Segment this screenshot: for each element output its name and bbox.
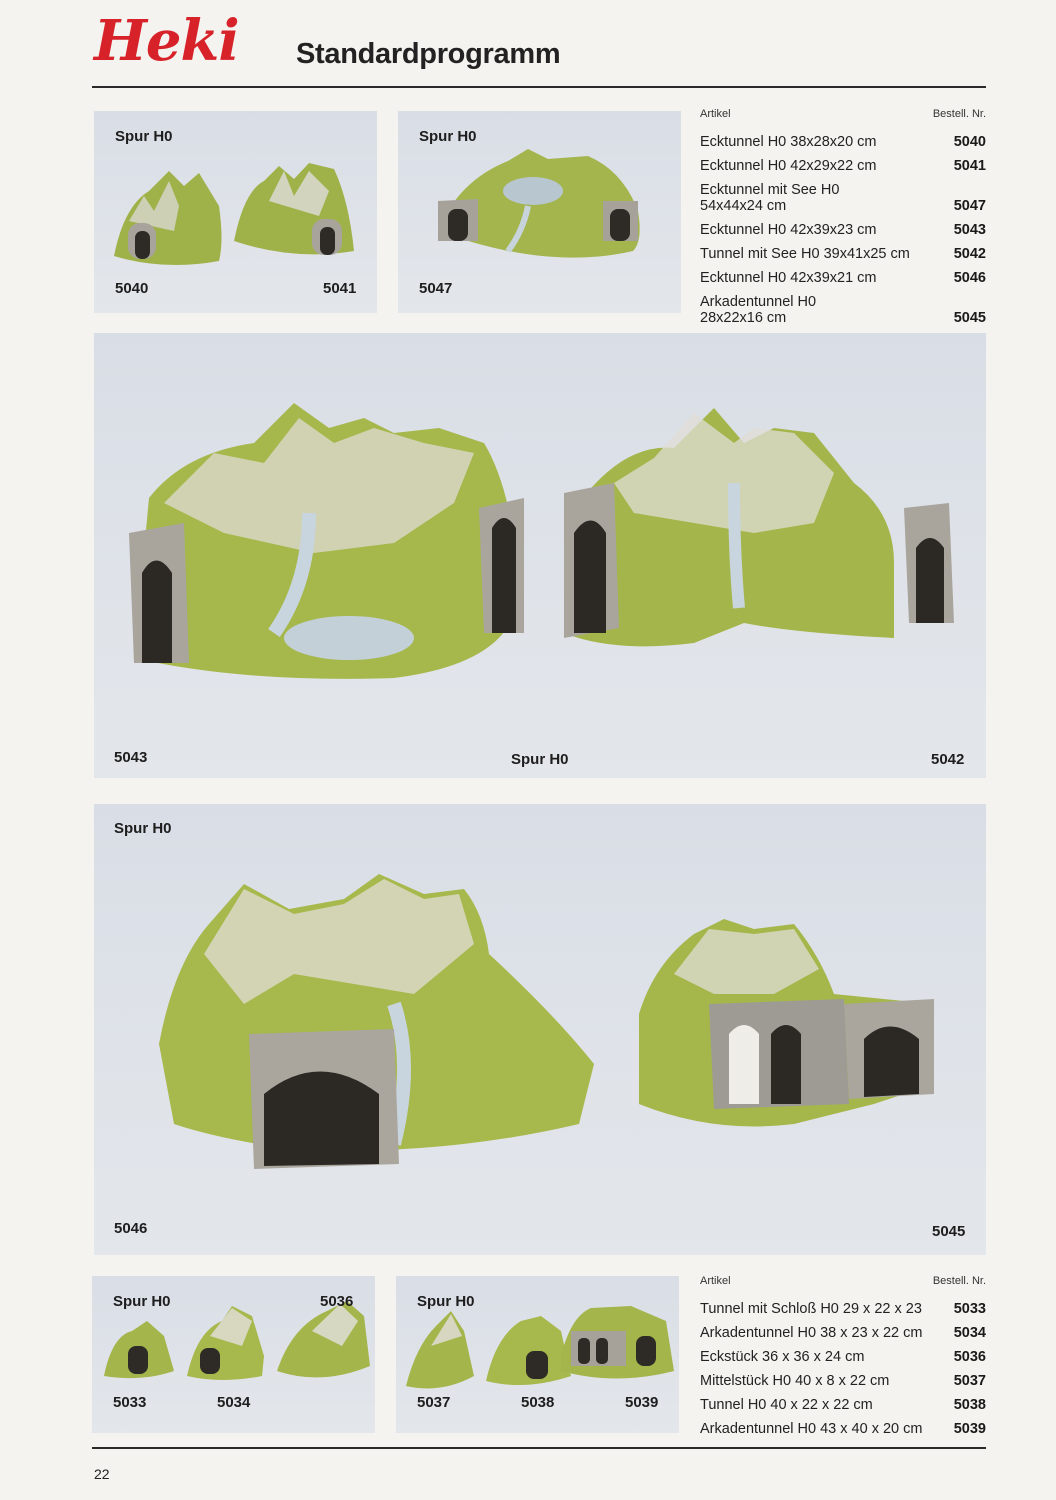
article-name: Ecktunnel H0 42x39x21 cm <box>700 270 877 286</box>
order-number: 5046 <box>953 270 986 286</box>
large-tunnel-models-illustration <box>94 333 986 778</box>
gauge-label: Spur H0 <box>114 820 172 837</box>
article-name: Ecktunnel H0 42x39x23 cm <box>700 222 877 238</box>
model-number-label: 5043 <box>114 749 148 766</box>
table-row <box>700 1341 986 1365</box>
gauge-label: Spur H0 <box>113 1293 171 1310</box>
article-name-line1: Arkadentunnel H0 <box>700 294 817 310</box>
photo-panel-5043-5042 <box>94 333 986 778</box>
article-name: Mittelstück H0 40 x 8 x 22 cm <box>700 1373 890 1389</box>
model-number-label: 5041 <box>323 280 357 297</box>
model-number-label: 5045 <box>932 1223 966 1240</box>
order-number: 5039 <box>953 1421 986 1437</box>
article-name: Arkadentunnel H0 43 x 40 x 20 cm <box>700 1421 923 1437</box>
article-table-bottom <box>700 1275 986 1437</box>
article-name: Arkadentunnel H0 38 x 23 x 22 cm <box>700 1325 923 1341</box>
footer-rule <box>92 1447 986 1449</box>
article-table-top <box>700 108 986 326</box>
table-row <box>700 1413 986 1437</box>
photo-panel-5046-5045 <box>94 804 986 1255</box>
heki-logo: Heki <box>94 8 239 74</box>
model-number-label: 5037 <box>417 1394 451 1411</box>
photo-panel-5037-5039 <box>396 1276 679 1433</box>
model-number-label: 5036 <box>320 1293 354 1310</box>
order-number: 5042 <box>953 246 986 262</box>
gauge-label: Spur H0 <box>511 751 569 768</box>
photo-panel-5047 <box>398 111 681 313</box>
order-number: 5037 <box>953 1373 986 1389</box>
model-number-label: 5038 <box>521 1394 555 1411</box>
table-row <box>700 286 986 326</box>
order-number: 5045 <box>953 310 986 326</box>
table-row <box>700 1293 986 1317</box>
page-number: 22 <box>94 1466 110 1482</box>
page-title: Standardprogramm <box>296 38 561 70</box>
article-name: Tunnel H0 40 x 22 x 22 cm <box>700 1397 873 1413</box>
column-header-order-number: Bestell. Nr. <box>932 108 986 120</box>
order-number: 5040 <box>953 134 986 150</box>
gauge-label: Spur H0 <box>419 128 477 145</box>
article-name: Ecktunnel H0 38x28x20 cm <box>700 134 877 150</box>
table-row <box>700 1365 986 1389</box>
photo-panel-5040-5041 <box>94 111 377 313</box>
article-name: Ecktunnel H0 42x29x22 cm <box>700 158 877 174</box>
gauge-label: Spur H0 <box>417 1293 475 1310</box>
model-number-label: 5042 <box>931 751 965 768</box>
large-tunnel-models-illustration <box>94 804 986 1255</box>
table-row <box>700 262 986 286</box>
model-number-label: 5047 <box>419 280 453 297</box>
article-name <box>700 294 816 326</box>
column-header-article: Artikel <box>700 1275 731 1287</box>
table-row <box>700 150 986 174</box>
order-number: 5038 <box>953 1397 986 1413</box>
article-name: Tunnel mit Schloß H0 29 x 22 x 23 <box>700 1301 922 1317</box>
article-name-line1: Ecktunnel mit See H0 <box>700 182 840 198</box>
article-name <box>700 182 839 214</box>
order-number: 5034 <box>953 1325 986 1341</box>
photo-panel-5033-5036 <box>92 1276 375 1433</box>
order-number: 5033 <box>953 1301 986 1317</box>
article-name-line2: 28x22x16 cm <box>700 310 787 326</box>
column-header-order-number: Bestell. Nr. <box>932 1275 986 1287</box>
model-number-label: 5040 <box>115 280 149 297</box>
order-number: 5036 <box>953 1349 986 1365</box>
header-rule <box>92 86 986 88</box>
order-number: 5047 <box>953 198 986 214</box>
model-number-label: 5046 <box>114 1220 148 1237</box>
article-name-line2: 54x44x24 cm <box>700 198 787 214</box>
table-row <box>700 1389 986 1413</box>
article-name: Eckstück 36 x 36 x 24 cm <box>700 1349 865 1365</box>
model-number-label: 5033 <box>113 1394 147 1411</box>
model-number-label: 5034 <box>217 1394 251 1411</box>
table-row <box>700 214 986 238</box>
table-row <box>700 1317 986 1341</box>
table-row <box>700 174 986 214</box>
gauge-label: Spur H0 <box>115 128 173 145</box>
table-row <box>700 126 986 150</box>
table-row <box>700 238 986 262</box>
model-number-label: 5039 <box>625 1394 659 1411</box>
order-number: 5041 <box>953 158 986 174</box>
column-header-article: Artikel <box>700 108 731 120</box>
order-number: 5043 <box>953 222 986 238</box>
article-name: Tunnel mit See H0 39x41x25 cm <box>700 246 910 262</box>
